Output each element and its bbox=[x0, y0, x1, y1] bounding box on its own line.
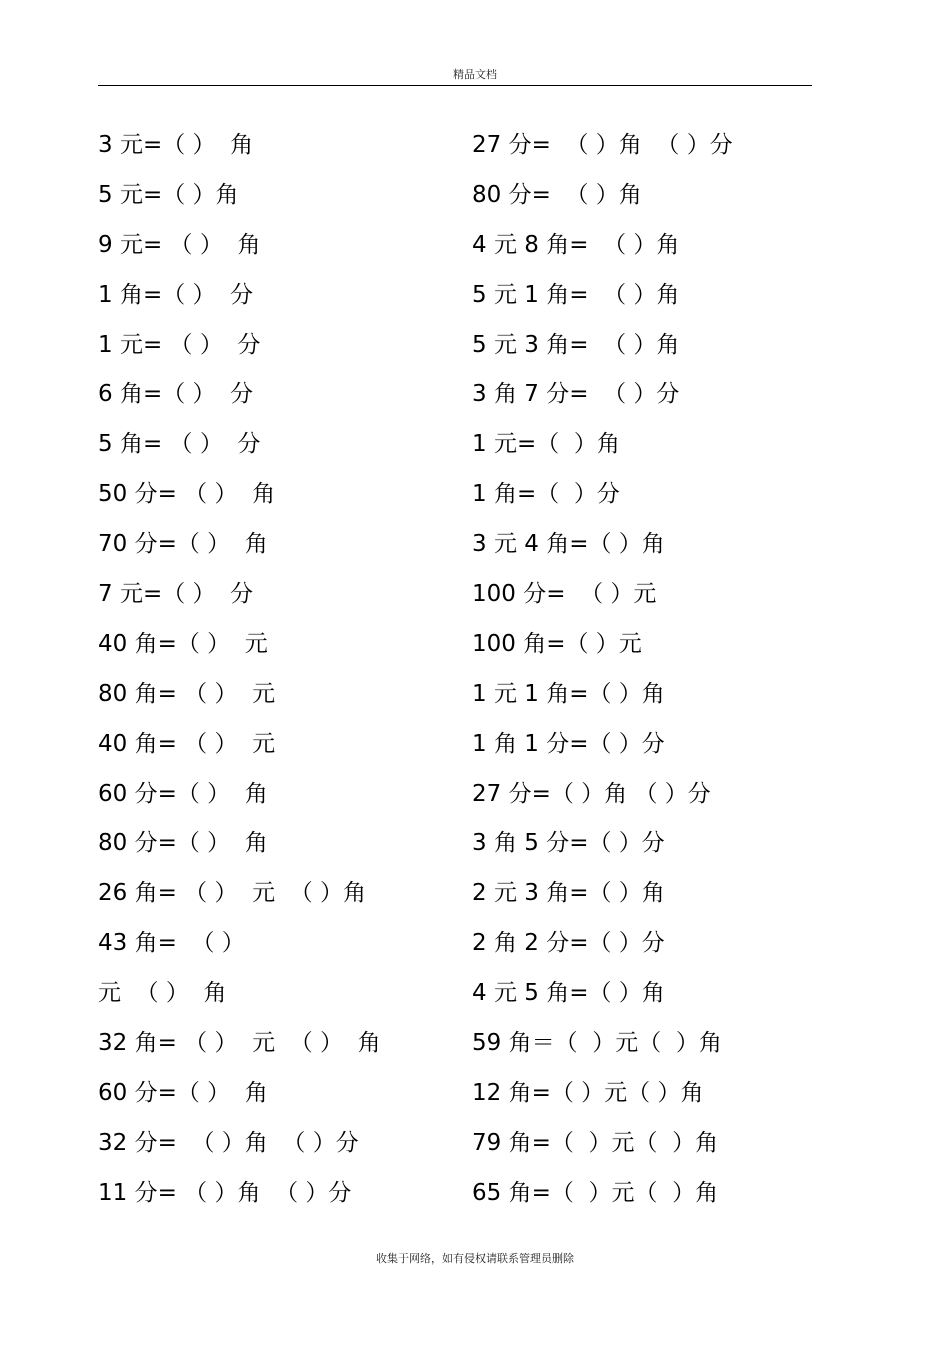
exercise-line: 27 分= （ ）角 （ ）分 bbox=[472, 132, 733, 158]
exercise-line: 12 角=（ ）元（ ）角 bbox=[472, 1079, 704, 1106]
exercise-line: 5 元=（ ）角 bbox=[98, 181, 239, 208]
page-footer: 收集于网络，如有侵权请联系管理员删除 bbox=[376, 1252, 574, 1265]
exercise-column-left bbox=[98, 126, 381, 1224]
exercise-line: 65 角=（ ）元（ ）角 bbox=[472, 1179, 719, 1206]
exercise-line: 79 角=（ ）元（ ）角 bbox=[472, 1129, 719, 1156]
exercise-line: 26 角= （ ） 元 （ ）角 bbox=[98, 880, 367, 907]
exercise-column-right bbox=[472, 126, 733, 1224]
exercise-line: 5 元 1 角= （ ）角 bbox=[472, 281, 680, 308]
header-rule bbox=[98, 85, 812, 86]
exercise-line: 60 分=（ ） 角 bbox=[98, 1079, 268, 1106]
exercise-line: 1 元= （ ） 分 bbox=[98, 331, 261, 358]
exercise-line: 1 元=（ ）角 bbox=[472, 431, 620, 458]
exercise-line: 3 元 4 角=（ ）角 bbox=[472, 531, 665, 558]
exercise-line: 2 元 3 角=（ ）角 bbox=[472, 880, 665, 907]
exercise-line: 6 角=（ ） 分 bbox=[98, 381, 254, 408]
exercise-line: 59 角＝（ ）元（ ）角 bbox=[472, 1030, 722, 1057]
exercise-line: 1 角=（ ） 分 bbox=[98, 281, 254, 308]
exercise-line: 11 分= （ ）角 （ ）分 bbox=[98, 1179, 352, 1206]
exercise-line: 1 角=（ ）分 bbox=[472, 481, 620, 508]
exercise-line: 32 分= （ ）角 （ ）分 bbox=[98, 1129, 359, 1156]
exercise-line: 2 角 2 分=（ ）分 bbox=[472, 930, 665, 957]
exercise-line: 70 分=（ ） 角 bbox=[98, 531, 268, 558]
exercise-line: 100 角=（ ）元 bbox=[472, 630, 642, 657]
exercise-line: 43 角= （ ） bbox=[98, 930, 245, 957]
exercise-line: 32 角= （ ） 元 （ ） 角 bbox=[98, 1030, 381, 1057]
exercise-line: 5 元 3 角= （ ）角 bbox=[472, 331, 680, 358]
exercise-line: 1 元 1 角=（ ）角 bbox=[472, 680, 665, 707]
exercise-line: 80 分= （ ）角 bbox=[472, 181, 642, 208]
exercise-line: 5 角= （ ） 分 bbox=[98, 431, 261, 458]
exercise-line: 40 角= （ ） 元 bbox=[98, 730, 276, 757]
exercise-line: 100 分= （ ）元 bbox=[472, 581, 657, 608]
exercise-line: 7 元=（ ） 分 bbox=[98, 581, 254, 608]
exercise-line: 80 分=（ ） 角 bbox=[98, 830, 268, 857]
page-header: 精品文档 bbox=[453, 68, 497, 81]
exercise-line: 1 角 1 分=（ ）分 bbox=[472, 730, 665, 757]
exercise-line: 9 元= （ ） 角 bbox=[98, 231, 261, 258]
exercise-line: 4 元 5 角=（ ）角 bbox=[472, 980, 665, 1007]
exercise-line: 3 元=（ ） 角 bbox=[98, 132, 254, 158]
exercise-line: 27 分=（ ）角 （ ）分 bbox=[472, 780, 711, 807]
exercise-line: 50 分= （ ） 角 bbox=[98, 481, 276, 508]
exercise-line: 80 角= （ ） 元 bbox=[98, 680, 276, 707]
exercise-line: 4 元 8 角= （ ）角 bbox=[472, 231, 680, 258]
exercise-line: 3 角 5 分=（ ）分 bbox=[472, 830, 665, 857]
exercise-line: 60 分=（ ） 角 bbox=[98, 780, 268, 807]
exercise-line: 3 角 7 分= （ ）分 bbox=[472, 381, 680, 408]
exercise-line: 元 （ ） 角 bbox=[98, 980, 227, 1007]
exercise-line: 40 角=（ ） 元 bbox=[98, 630, 268, 657]
